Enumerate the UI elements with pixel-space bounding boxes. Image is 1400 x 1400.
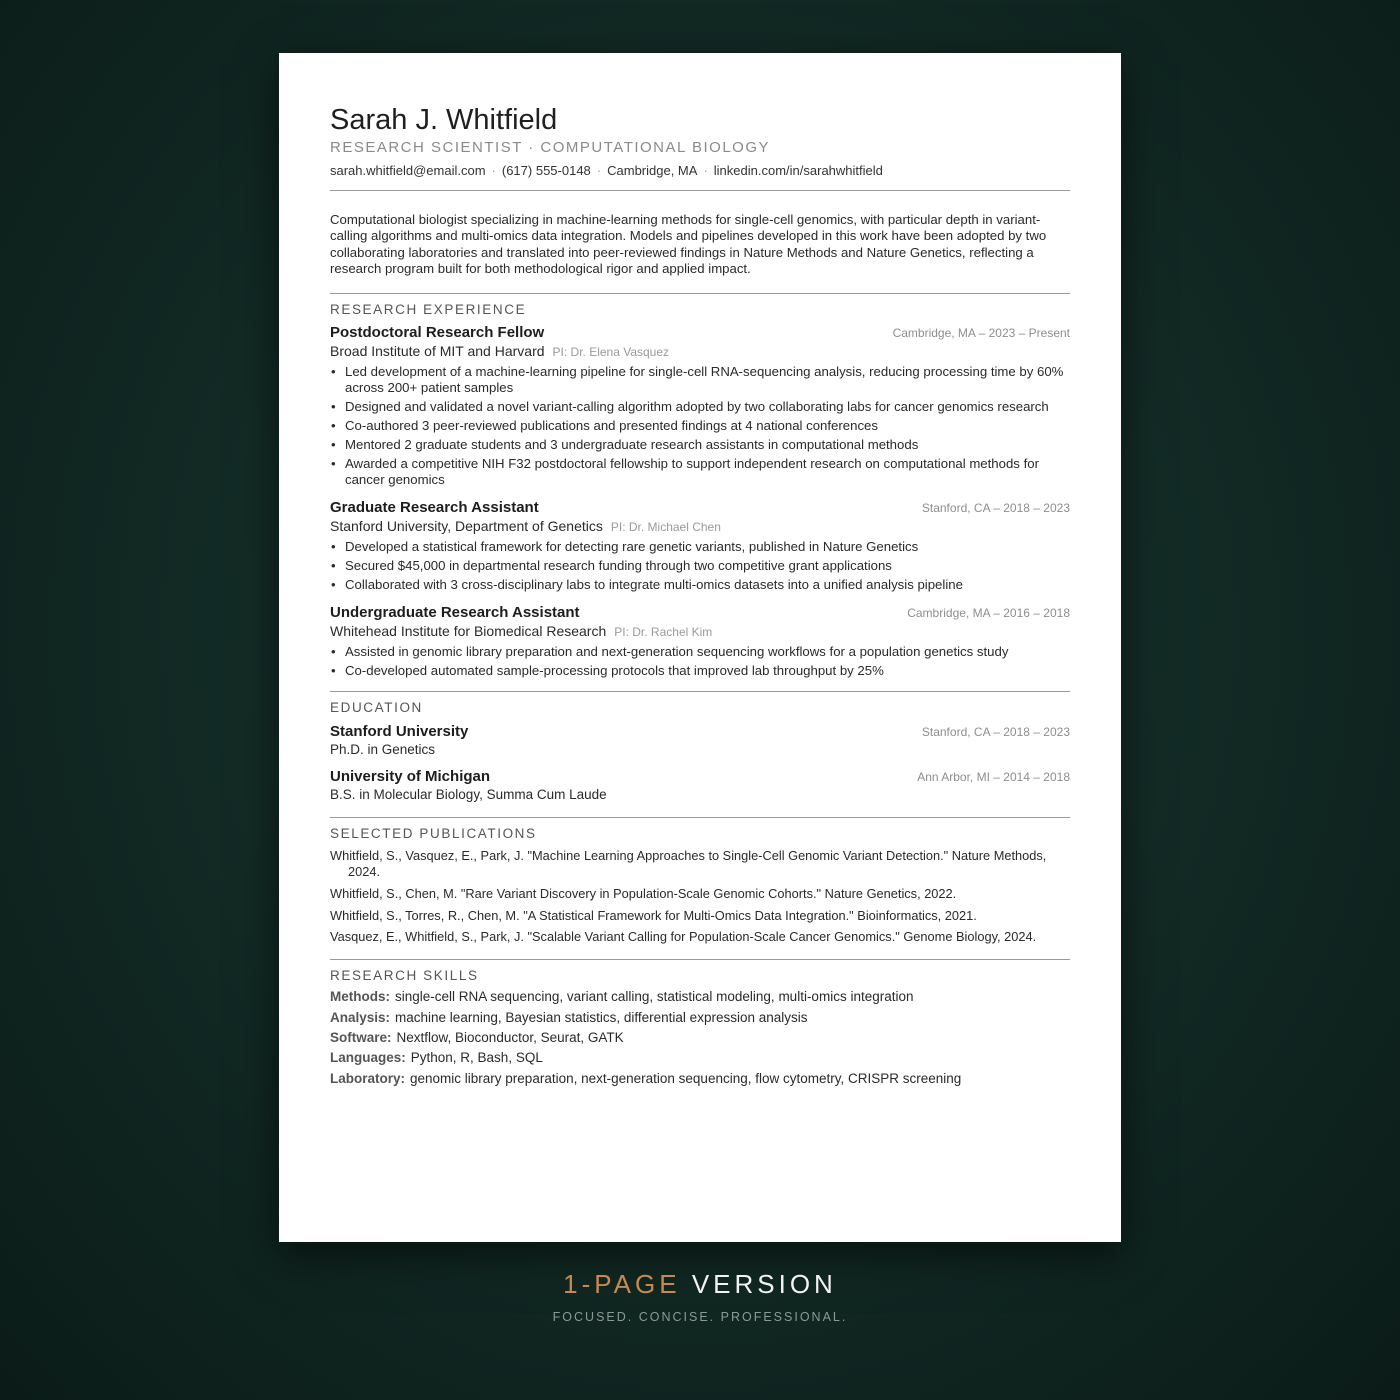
contact-email: sarah.whitfield@email.com xyxy=(330,163,486,178)
job-location: Cambridge, MA – 2023 – Present xyxy=(892,326,1070,341)
education-header xyxy=(330,768,1070,786)
job-bullets xyxy=(330,644,1070,679)
section-title-publications: SELECTED PUBLICATIONS xyxy=(330,826,537,842)
skill-value: single-cell RNA sequencing, variant calling, statistical modeling, multi-omics integration xyxy=(395,989,914,1005)
divider xyxy=(330,190,1070,191)
job-bullet: • Secured $45,000 in departmental research funding through two competitive grant applications xyxy=(330,558,1070,574)
job-bullet: • Co-authored 3 peer-reviewed publications and presented findings at 4 national conferences xyxy=(330,418,1070,434)
job-org-line xyxy=(330,622,1070,641)
job-org-line xyxy=(330,517,1070,536)
job-bullet: • Designed and validated a novel variant-calling algorithm adopted by two collaborating labs for cancer genomics research xyxy=(330,399,1070,415)
skills-list xyxy=(330,987,1070,1089)
education-degree: Ph.D. in Genetics xyxy=(330,742,436,758)
skill-row xyxy=(330,1069,1070,1089)
contact-linkedin: linkedin.com/in/sarahwhitfield xyxy=(713,163,883,178)
contact-line xyxy=(330,163,1070,179)
skill-label: Methods: xyxy=(330,989,390,1005)
education-location: Ann Arbor, MI – 2014 – 2018 xyxy=(917,770,1070,785)
skill-value: Nextflow, Bioconductor, Seurat, GATK xyxy=(396,1029,624,1045)
skill-label: Languages: xyxy=(330,1050,406,1066)
section-title-education: EDUCATION xyxy=(330,700,423,716)
job-entry xyxy=(330,324,1070,488)
job-org: Broad Institute of MIT and Harvard xyxy=(330,343,545,360)
job-pi: PI: Dr. Rachel Kim xyxy=(614,625,713,640)
job-location: Cambridge, MA – 2016 – 2018 xyxy=(907,606,1070,621)
publication-item: Vasquez, E., Whitfield, S., Park, J. "Scalable Variant Calling for Population-Scale Cancer Genomics." Genome Biology, 2024. xyxy=(330,929,1037,945)
caption-accent: 1-PAGE xyxy=(563,1269,681,1299)
job-bullet: • Assisted in genomic library preparation and next-generation sequencing workflows for a population genetics study xyxy=(330,644,1070,660)
job-bullet: • Co-developed automated sample-processing protocols that improved lab throughput by 25% xyxy=(330,663,1070,679)
publication-item: Whitfield, S., Vasquez, E., Park, J. "Machine Learning Approaches to Single-Cell Genomic Variant Detection." Nature Methods, 2024. xyxy=(330,848,1047,879)
job-org-line xyxy=(330,342,1070,361)
skill-row xyxy=(330,1008,1070,1028)
job-bullets xyxy=(330,364,1070,488)
job-pi: PI: Dr. Michael Chen xyxy=(610,520,721,535)
divider xyxy=(330,817,1070,818)
divider xyxy=(330,293,1070,294)
education-school: Stanford University xyxy=(330,723,469,741)
education-entry xyxy=(330,723,1070,758)
job-header xyxy=(330,324,1070,342)
publication-list xyxy=(330,848,1070,945)
education-location: Stanford, CA – 2018 – 2023 xyxy=(921,725,1070,740)
resume-role: RESEARCH SCIENTIST · COMPUTATIONAL BIOLOGY xyxy=(330,139,770,156)
education-school: University of Michigan xyxy=(330,768,491,786)
tagline: FOCUSED. CONCISE. PROFESSIONAL. xyxy=(552,1310,848,1324)
resume-content xyxy=(330,103,1070,1089)
job-bullet: • Developed a statistical framework for detecting rare genetic variants, published in Nature Genetics xyxy=(330,539,1070,555)
divider xyxy=(330,691,1070,692)
skill-value: Python, R, Bash, SQL xyxy=(410,1050,543,1066)
publication-item: Whitfield, S., Chen, M. "Rare Variant Discovery in Population-Scale Genomic Cohorts." Nature Genetics, 2022. xyxy=(330,885,957,901)
skill-label: Analysis: xyxy=(330,1009,391,1025)
job-entry xyxy=(330,499,1070,593)
job-bullet: • Led development of a machine-learning pipeline for single-cell RNA-sequencing analysis, reducing processing time by 60% across 200+ patient samples xyxy=(330,364,1070,396)
skill-label: Laboratory: xyxy=(330,1070,406,1086)
skill-value: machine learning, Bayesian statistics, differential expression analysis xyxy=(395,1009,808,1025)
resume-page xyxy=(279,53,1121,1242)
section-title-experience: RESEARCH EXPERIENCE xyxy=(330,302,527,318)
divider xyxy=(330,959,1070,960)
contact-separator: · xyxy=(491,163,496,178)
job-org: Whitehead Institute for Biomedical Research xyxy=(330,623,607,640)
job-header xyxy=(330,499,1070,517)
contact-phone: (617) 555-0148 xyxy=(501,163,591,178)
job-location: Stanford, CA – 2018 – 2023 xyxy=(921,501,1070,516)
resume-name: Sarah J. Whitfield xyxy=(330,104,558,136)
job-title: Graduate Research Assistant xyxy=(330,499,539,517)
contact-location: Cambridge, MA xyxy=(607,163,698,178)
contact-separator: · xyxy=(596,163,602,178)
skill-label: Software: xyxy=(330,1029,392,1045)
job-bullet: • Awarded a competitive NIH F32 postdoctoral fellowship to support independent research on computational methods for cancer genomics xyxy=(330,456,1070,488)
section-title-skills: RESEARCH SKILLS xyxy=(330,968,479,984)
job-entry xyxy=(330,604,1070,679)
job-bullets xyxy=(330,539,1070,593)
education-degree: B.S. in Molecular Biology, Summa Cum Laude xyxy=(330,787,607,803)
version-caption xyxy=(0,1268,1400,1300)
skill-row xyxy=(330,987,1070,1007)
job-pi: PI: Dr. Elena Vasquez xyxy=(552,345,670,360)
caption-main: VERSION xyxy=(691,1269,837,1299)
job-title: Undergraduate Research Assistant xyxy=(330,604,580,622)
job-header xyxy=(330,604,1070,622)
job-title: Postdoctoral Research Fellow xyxy=(330,324,545,342)
contact-separator: · xyxy=(703,163,708,178)
skill-row xyxy=(330,1028,1070,1048)
job-bullet: • Mentored 2 graduate students and 3 undergraduate research assistants in computational methods xyxy=(330,437,1070,453)
job-org: Stanford University, Department of Genetics xyxy=(330,518,603,535)
education-header xyxy=(330,723,1070,741)
skill-row xyxy=(330,1048,1070,1068)
education-entry xyxy=(330,768,1070,803)
summary: Computational biologist specializing in machine-learning methods for single-cell genomics, with particular depth in variant-calling algorithms and multi-omics data integration. Models and pipelines developed in this work have been adopted by two collaborating laboratories and translated into peer-reviewed findings in Nature Methods and Nature Genetics, reflecting a research program built for both methodological rigor and applied impact. xyxy=(330,212,1047,276)
job-bullet: • Collaborated with 3 cross-disciplinary labs to integrate multi-omics datasets into a unified analysis pipeline xyxy=(330,577,1070,593)
skill-value: genomic library preparation, next-generation sequencing, flow cytometry, CRISPR screening xyxy=(410,1070,962,1086)
publication-item: Whitfield, S., Torres, R., Chen, M. "A Statistical Framework for Multi-Omics Data Integration." Bioinformatics, 2021. xyxy=(330,907,977,923)
